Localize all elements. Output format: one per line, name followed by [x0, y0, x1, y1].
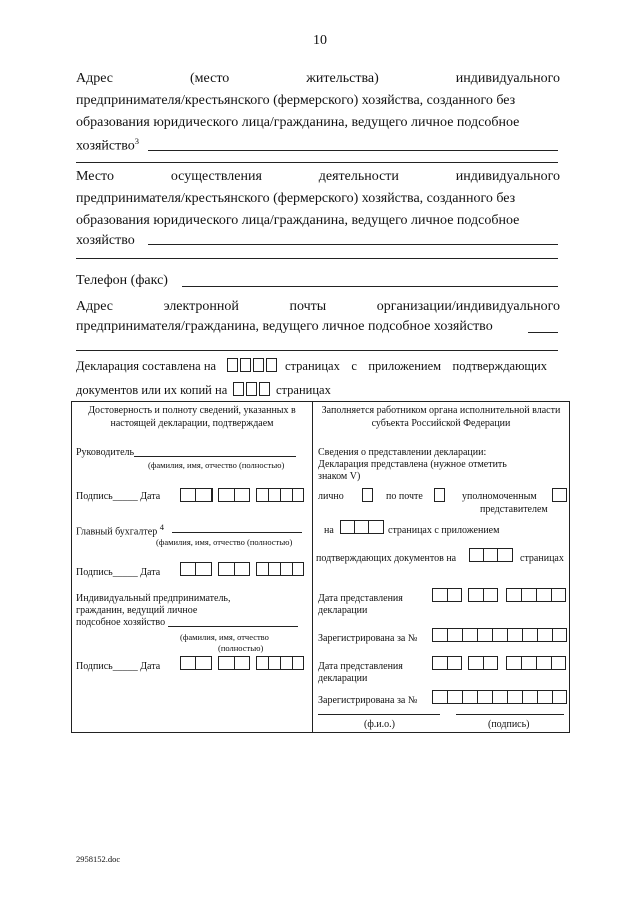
- cell-sep: [477, 628, 478, 642]
- declaration-part2-text: страницах с приложением подтверждающих: [285, 359, 547, 373]
- chief-acc-label: [76, 522, 164, 538]
- declaration-row1: [76, 358, 216, 374]
- reg-number-cells-2[interactable]: [432, 690, 567, 704]
- cell-sep: [234, 656, 235, 670]
- sign-date-label-3: Подпись_____ Дата: [76, 661, 161, 672]
- cell-sep: [462, 690, 463, 704]
- ip-label-3: подсобное хозяйство: [76, 617, 166, 628]
- cell-sep: [522, 690, 523, 704]
- cell-sep: [477, 690, 478, 704]
- word: Место: [76, 169, 114, 184]
- date-submitted-1b: декларации: [318, 605, 368, 616]
- word: деятельности: [318, 169, 399, 184]
- signature-line[interactable]: [456, 714, 564, 715]
- cell-sep: [551, 656, 552, 670]
- decl-pages-cell[interactable]: [253, 358, 264, 372]
- cell-sep: [483, 588, 484, 602]
- cell-sep: [537, 690, 538, 704]
- info-2: Декларация представлена (нужное отметить: [318, 459, 507, 470]
- email-line2: предпринимателя/гражданина, ведущего личное подсобное хозяйство: [76, 319, 493, 334]
- personal-label: лично: [318, 491, 344, 502]
- cell-sep: [492, 628, 493, 642]
- registered-for-2: Зарегистрирована за №: [318, 695, 418, 706]
- cell-sep: [447, 690, 448, 704]
- cell-sep: [521, 588, 522, 602]
- cell-sep: [521, 656, 522, 670]
- residence-line1: [76, 70, 560, 88]
- ip-label-2: гражданин, ведущий личное: [76, 605, 198, 616]
- cell-sep: [447, 656, 448, 670]
- footnote-4: 4: [159, 522, 164, 532]
- residence-line2: предпринимателя/крестьянского (фермерского) хозяйства, созданного без: [76, 93, 516, 108]
- declaration-part3: документов или их копий на: [76, 383, 228, 397]
- fio-caption-right: (ф.и.о.): [364, 719, 395, 730]
- pages-count-cells[interactable]: [340, 520, 384, 534]
- info-3: знаком V): [318, 471, 361, 482]
- date-submitted-2b: декларации: [318, 673, 368, 684]
- cell-sep: [211, 488, 213, 502]
- activity-line3: образования юридического лица/гражданина, ведущего личное подсобное: [76, 213, 520, 228]
- fio-caption: (фамилия, имя, отчество (полностью): [148, 460, 285, 470]
- footnote-3: 3: [134, 136, 140, 146]
- chief-acc-text: Главный бухгалтер: [76, 526, 158, 538]
- word: индивидуального: [455, 71, 560, 86]
- right-box-header: Заполняется работником органа исполнительной власти субъекта Российской Федерации: [321, 405, 561, 429]
- cell-sep: [268, 488, 269, 502]
- cell-sep: [368, 520, 369, 534]
- activity-input-line-2[interactable]: [76, 258, 558, 259]
- date-day-3[interactable]: [180, 656, 212, 670]
- date-submitted-1a: Дата представления: [318, 593, 403, 604]
- residence-input-line-2[interactable]: [76, 162, 558, 163]
- reg-number-cells-1[interactable]: [432, 628, 567, 642]
- personal-checkbox[interactable]: [362, 488, 373, 502]
- word: Адрес: [76, 71, 114, 86]
- decl-pages-cell[interactable]: [266, 358, 277, 372]
- word: Адрес: [76, 299, 114, 314]
- word: организации/индивидуального: [376, 299, 560, 314]
- cell-sep: [280, 488, 281, 502]
- cell-sep: [447, 588, 448, 602]
- email-input-line[interactable]: [528, 332, 558, 333]
- declaration-part2: [285, 358, 547, 374]
- by-mail-checkbox[interactable]: [434, 488, 445, 502]
- cell-sep: [497, 548, 498, 562]
- word: индивидуального: [455, 169, 560, 184]
- date-day-2[interactable]: [180, 562, 212, 576]
- ip-fio-line[interactable]: [168, 626, 298, 627]
- decl-doc-pages-cell[interactable]: [259, 382, 270, 396]
- cell-sep: [234, 562, 235, 576]
- decl-pages-cell[interactable]: [240, 358, 251, 372]
- footer-filename: 2958152.doc: [76, 854, 121, 864]
- cell-sep: [507, 690, 508, 704]
- cell-sep: [195, 562, 196, 576]
- cell-sep: [268, 562, 269, 576]
- residence-input-line[interactable]: [148, 150, 558, 151]
- cell-sep: [536, 588, 537, 602]
- cell-sep: [483, 656, 484, 670]
- word: осуществления: [170, 169, 262, 184]
- head-fio-line[interactable]: [134, 456, 296, 457]
- table-divider: [312, 401, 313, 733]
- by-rep-checkbox[interactable]: [552, 488, 567, 502]
- decl-doc-pages-cell[interactable]: [246, 382, 257, 396]
- fio-caption-3a: (фамилия, имя, отчество: [180, 632, 269, 642]
- word: жительства): [306, 71, 379, 86]
- email-line1: [76, 298, 560, 316]
- sign-date-label-2: Подпись_____ Дата: [76, 567, 161, 578]
- phone-input-line[interactable]: [182, 286, 558, 287]
- activity-line2: предпринимателя/крестьянского (фермерского) хозяйства, созданного без: [76, 191, 516, 206]
- phone-label: Телефон (факс): [76, 273, 168, 288]
- decl-pages-cell[interactable]: [227, 358, 238, 372]
- word: электронной: [163, 299, 239, 314]
- fio-caption-2: (фамилия, имя, отчество (полностью): [156, 537, 293, 547]
- pages-label: страницах: [520, 553, 564, 564]
- cell-sep: [234, 488, 235, 502]
- registered-for-1: Зарегистрирована за №: [318, 633, 418, 644]
- cell-sep: [462, 628, 463, 642]
- doc-pages-cells[interactable]: [469, 548, 513, 562]
- date-submitted-2a: Дата представления: [318, 661, 403, 672]
- date-day-1[interactable]: [180, 488, 212, 502]
- sign-date-label-1: Подпись_____ Дата: [76, 491, 161, 502]
- cell-sep: [280, 656, 281, 670]
- cell-sep: [552, 690, 553, 704]
- cell-sep: [551, 588, 552, 602]
- email-input-line-2[interactable]: [76, 350, 558, 351]
- decl-doc-pages-cell[interactable]: [233, 382, 244, 396]
- chief-acc-fio-line[interactable]: [172, 532, 302, 533]
- residence-line4: [76, 136, 139, 156]
- declaration-part4: страницах: [276, 383, 331, 397]
- info-1: Сведения о представлении декларации:: [318, 447, 487, 458]
- cell-sep: [522, 628, 523, 642]
- cell-sep: [280, 562, 281, 576]
- by-mail-label: по почте: [386, 491, 423, 502]
- cell-sep: [195, 656, 196, 670]
- cell-sep: [292, 488, 293, 502]
- confirm-docs-label: подтверждающих документов на: [316, 553, 457, 564]
- cell-sep: [354, 520, 355, 534]
- on-label: на: [324, 525, 334, 536]
- cell-sep: [292, 562, 293, 576]
- cell-sep: [492, 690, 493, 704]
- pages-with-app-label: страницах с приложением: [388, 525, 500, 536]
- left-box-header: Достоверность и полноту сведений, указанных в настоящей декларации, подтверждаем: [88, 405, 296, 429]
- cell-sep: [537, 628, 538, 642]
- signature-caption: (подпись): [488, 719, 530, 730]
- cell-sep: [195, 488, 196, 502]
- head-label: Руководитель: [76, 447, 135, 458]
- by-rep-label-2: представителем: [480, 504, 548, 515]
- word: (место: [190, 71, 230, 86]
- ip-label-1: Индивидуальный предприниматель,: [76, 593, 231, 604]
- word: почты: [289, 299, 327, 314]
- cell-sep: [268, 656, 269, 670]
- cell-sep: [552, 628, 553, 642]
- residence-line4-text: хозяйство: [76, 138, 135, 154]
- by-rep-label-1: уполномоченным: [462, 491, 537, 502]
- cell-sep: [507, 628, 508, 642]
- cell-sep: [447, 628, 448, 642]
- cell-sep: [292, 656, 293, 670]
- residence-line3: образования юридического лица/гражданина, ведущего личное подсобное: [76, 115, 520, 130]
- cell-sep: [483, 548, 484, 562]
- fio-caption-3b: (полностью): [218, 643, 264, 653]
- activity-line4: хозяйство: [76, 233, 135, 248]
- cell-sep: [536, 656, 537, 670]
- fio-sign-line[interactable]: [318, 714, 440, 715]
- page-number: 10: [313, 33, 327, 48]
- declaration-part1: Декларация составлена на: [76, 359, 217, 373]
- activity-line1: [76, 168, 560, 186]
- activity-input-line[interactable]: [148, 244, 558, 245]
